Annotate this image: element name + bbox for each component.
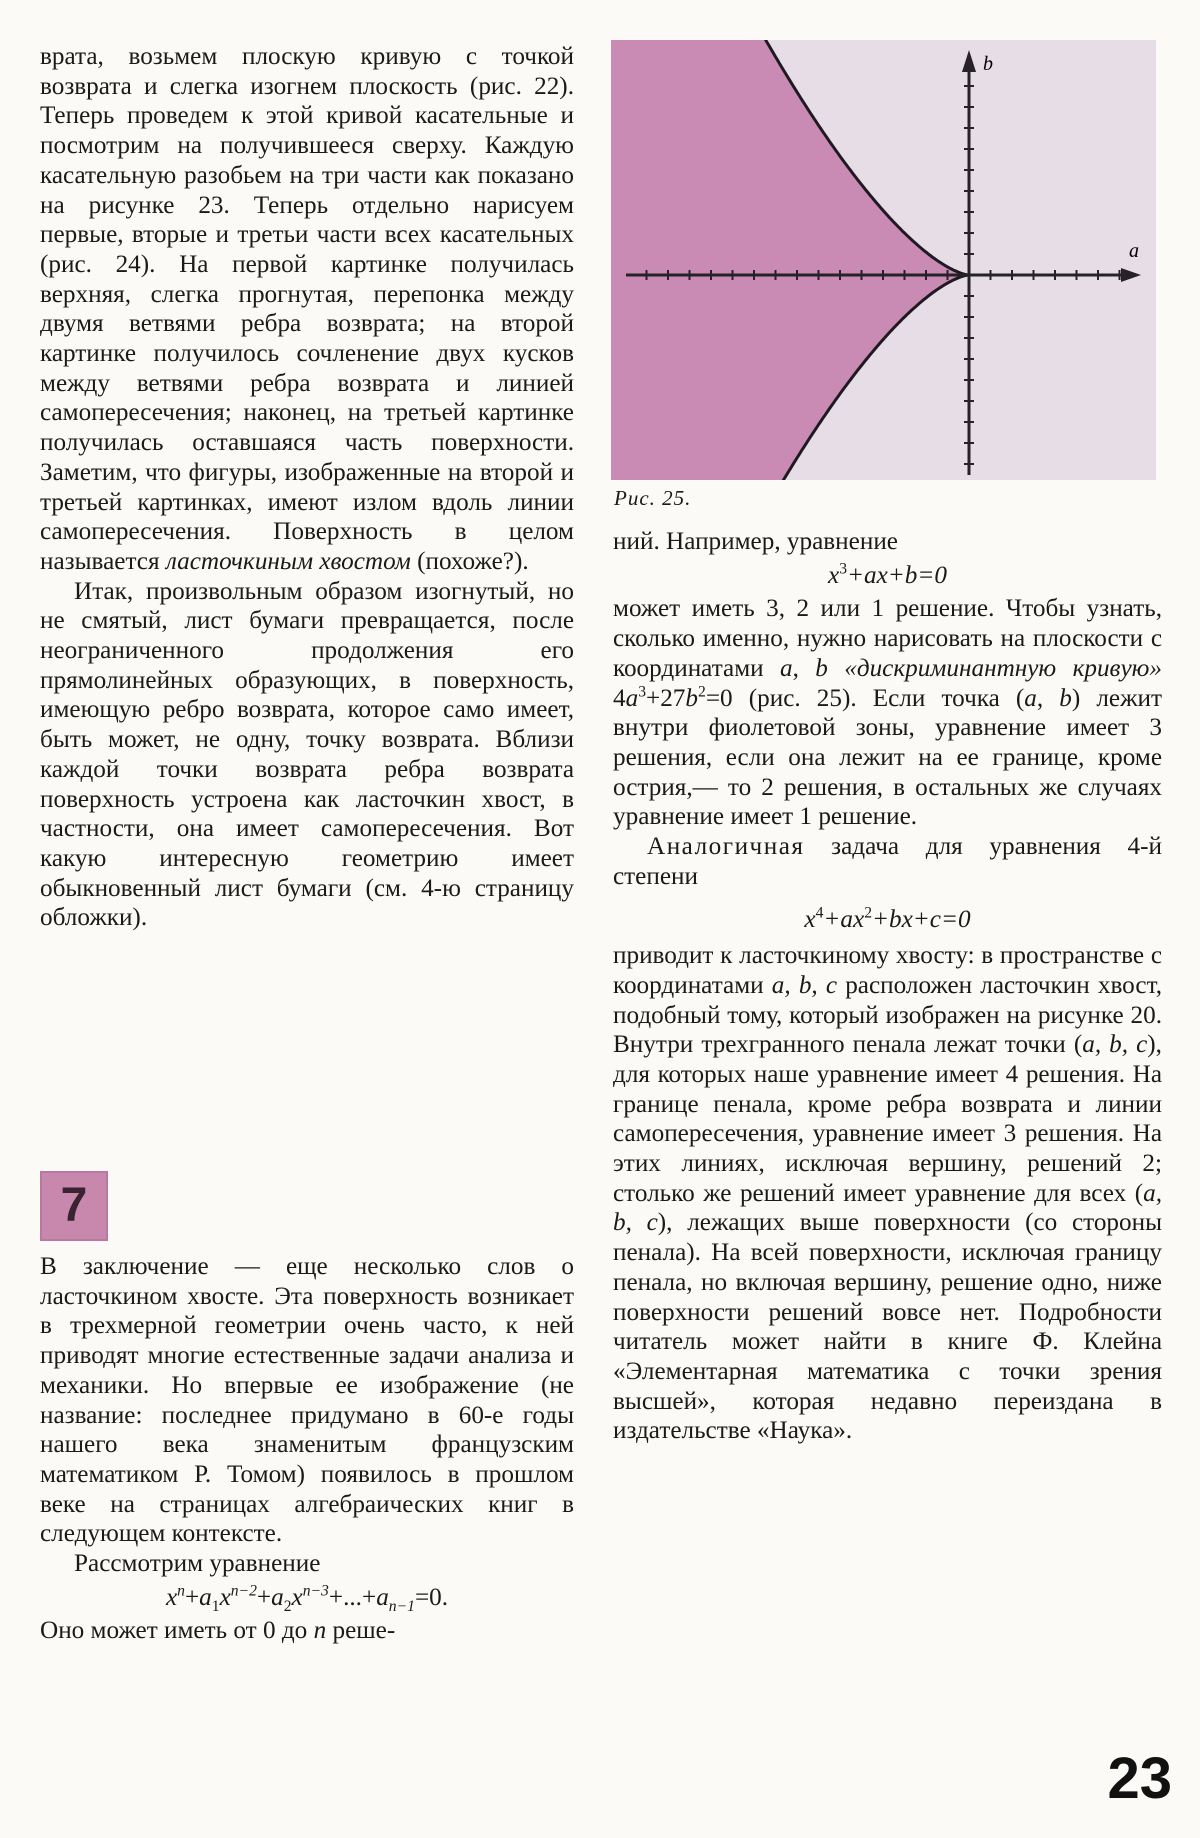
paragraph: ний. Например, уравнение [613,528,898,555]
paragraph: В заключение — еще несколько слов о ласточкином хвосте. Эта поверхность возникает в трехмерной геометрии очень часто, к ней приводят многие естественные задачи анализа и механики. Но впервые ее изображение (не название: последнее придумано в 60-е годы нашего века знаменитым французским математиком Р. Томом) появилось в прошлом веке на страницах алгебраических книг в следующем контексте. [40,1253,574,1548]
paragraph: приводит к ласточкиному хвосту: в пространстве с координатами a, b, c расположен ласточкин хвост, подобный тому, который изображен на рисунке 20. Внутри трехгранного пенала лежат точки (a, b, c), для которых наше уравнение имеет 4 решения. На границе пенала, кроме ребра возврата и линии самопересечения, уравнение имеет 3 решения. На этих линиях, исключая вершину, решений 2; столько же решений имеет уравнение для всех (a, b, c), лежащих выше поверхности (со стороны пенала). На всей поверхности, исключая границу пенала, но включая вершину, решение одно, ниже поверхности решений вовсе нет. Подробности читатель может найти в книге Ф. Клейна «Элементарная математика с точки зрения высшей», которая недавно переиздана в издательстве «Наука». [613,942,1163,1445]
left-column [40,42,574,933]
text: врата, возьмем плоскую кривую с точкой возврата и слегка изогнем плоскость (рис. 22). Теперь проведем к этой кривой касательные и посмотрим на получившееся сверху. Каждую касательную разобьем на три части как показано на рисунке 23. Теперь отдельно нарисуем первые, вторые и третьи части всех касательных (рис. 24). На первой картинке получилась верхняя, слегка прогнутая, перепонка между двумя ветвями ребра возврата; на второй картинке получилось сочленение двух кусков между ветвями ребра возврата и линией самопересечения; наконец, на третьей картинке получилась оставшаяся часть поверхности. Заметим, что фигуры, изображенные на второй и третьей картинках, имеют излом вдоль линии самопересечения. Поверхность в целом называется [40,43,574,575]
section-7-body [40,1252,574,1646]
figure-caption: Рис. 25. [614,486,692,510]
paragraph: Рассмотрим уравнение [74,1550,321,1578]
a-axis-label: a [1129,240,1139,262]
term: ласточкиным хвостом [165,547,411,575]
quartic-equation: $x^4+ax^2+bx+c=0$ [804,905,971,934]
paragraph: может иметь 3, 2 или 1 решение. Чтобы узнать, сколько именно, нужно нарисовать на плоскости с координатами a, b «дискриминантную кривую» $4a^3+27b^2=0$ (рис. 25). Если точка (a, b) лежит внутри фиолетовой зоны, уравнение имеет 3 решения, если она лежит на ее границе, кроме острия,— то 2 решения, в остальных же случаях уравнение имеет 1 решение. [613,595,1163,831]
paragraph [40,42,574,577]
paragraph: Аналогичная задача для уравнения 4-й степени [613,833,1162,890]
section-number-badge: 7 [40,1171,108,1241]
right-column [613,527,1162,1446]
paragraph: Итак, произвольным образом изогнутый, но не смятый, лист бумаги превращается, после неограниченного продолжения его прямолинейных образующих, в поверхность, имеющую ребро возврата, которое само имеет, быть может, не одну, точку возврата. Вблизи каждой точки возврата ребра возврата поверхность устроена как ласточкин хвост, в частности, она имеет самопересечения. Вот какую интересную геометрию имеет обыкновенный лист бумаги (см. 4-ю страницу обложки). [40,577,574,932]
text: (похоже?). [410,547,529,575]
general-equation: $x^n+a_1x^{n-2}+a_2x^{n-3}+...+a_{n-1}=0$. [165,1582,449,1615]
page-number: 23 [1107,1746,1172,1811]
figure-25-discriminant-curve [611,40,1156,480]
cubic-equation: $x^3+ax+b=0$ [828,560,947,589]
discriminant-formula: $4a^3+27b^2=0$ [613,683,733,712]
paragraph: Оно может иметь от 0 до n реше- [40,1617,396,1645]
b-axis-label: b [983,53,993,75]
